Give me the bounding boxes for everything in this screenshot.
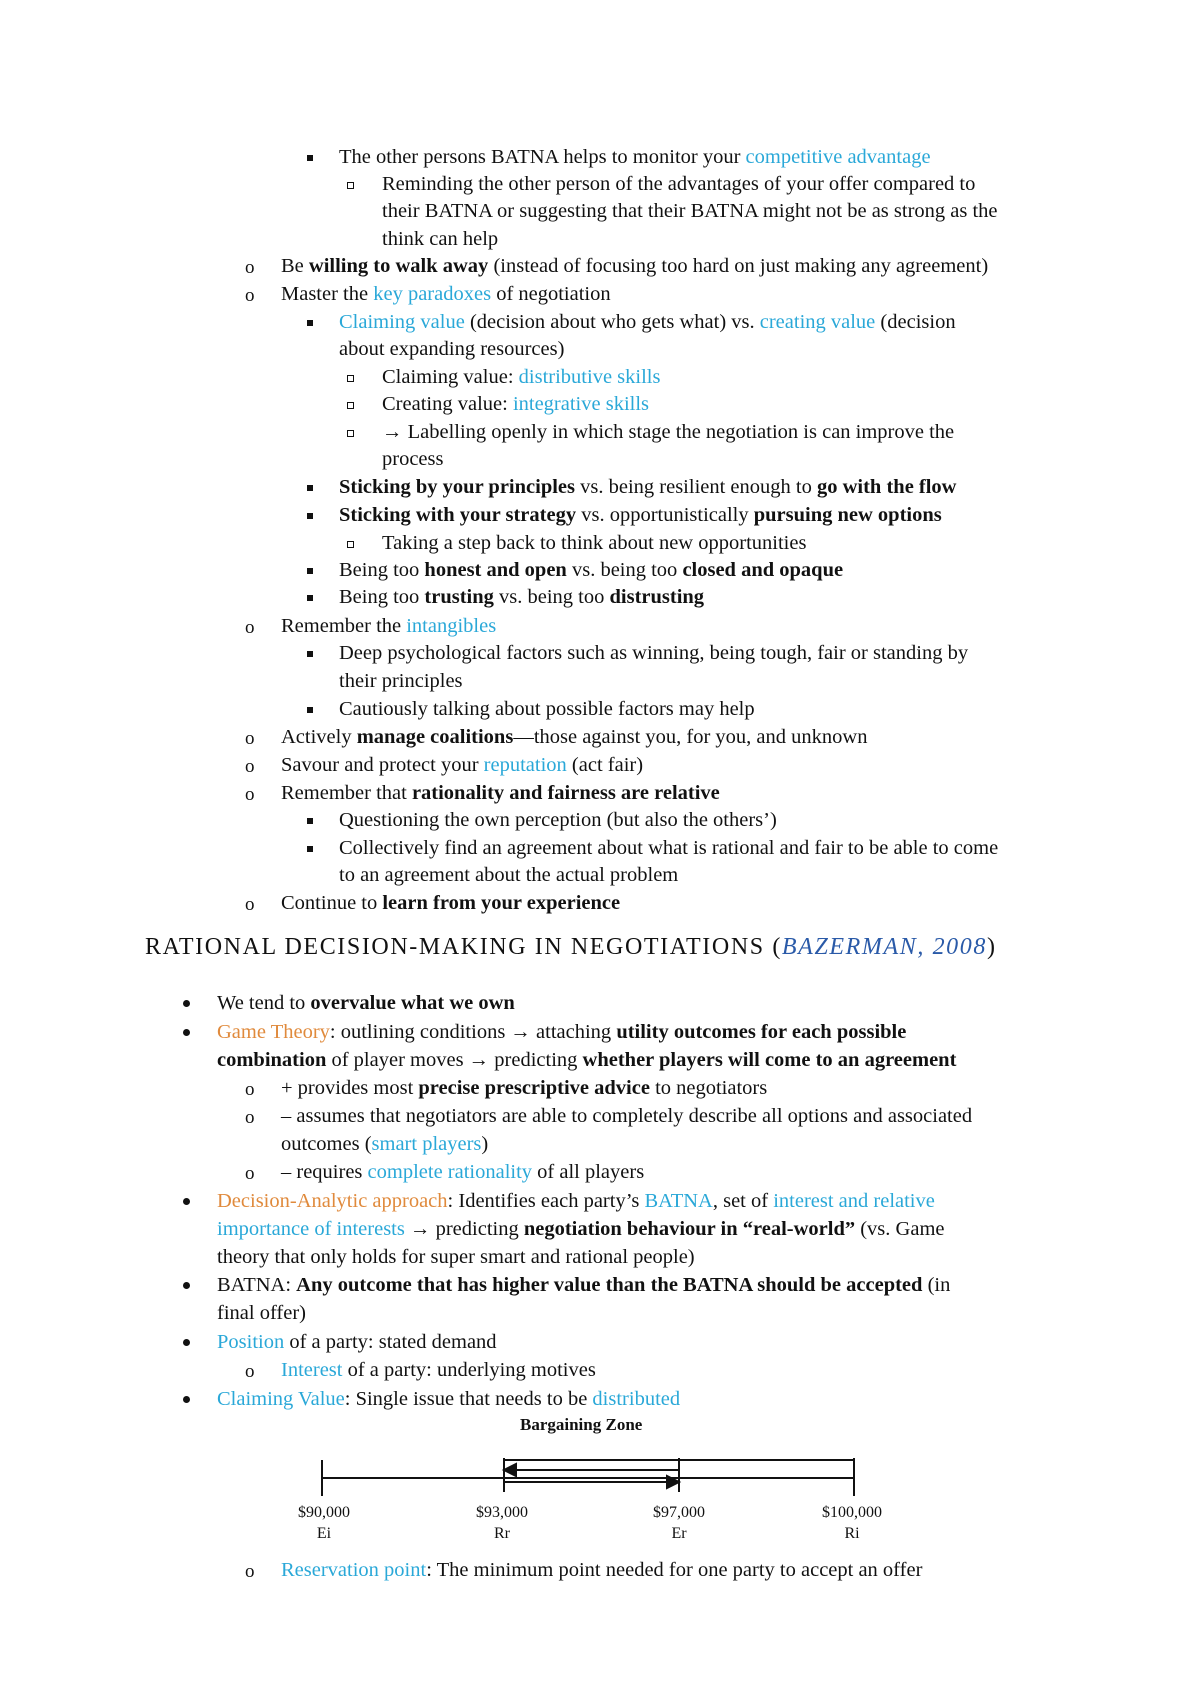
text: The other persons BATNA helps to monitor your: [339, 146, 746, 168]
circle-bullet-icon: o: [245, 257, 255, 278]
bold-text: precise prescriptive advice: [418, 1077, 650, 1099]
text: of a party: stated demand: [284, 1331, 497, 1353]
bullet-line-cont: theory that only holds for super smart and rational people): [217, 1246, 695, 1268]
bold-text: learn from your experience: [382, 892, 621, 914]
bullet-line-cont: about expanding resources): [339, 338, 565, 360]
circle-bullet-icon: o: [245, 728, 255, 749]
circle-bullet-icon: o: [245, 756, 255, 777]
text: vs. opportunistically: [576, 504, 754, 526]
text: Master the: [281, 283, 374, 305]
bullet-line-cont: to an agreement about the actual problem: [339, 864, 679, 886]
bold-text: go with the flow: [816, 476, 957, 498]
text: Creating value:: [382, 393, 513, 415]
key-term-orange: Game Theory: [217, 1021, 330, 1043]
bold-text: trusting: [424, 586, 494, 608]
bullet-line: → Labelling openly in which stage the negotiation is can improve the: [382, 421, 955, 443]
circle-bullet-icon: o: [245, 1079, 255, 1100]
text: —those against you, for you, and unknown: [513, 726, 868, 748]
key-term: key paradoxes: [373, 283, 492, 305]
text: vs. being too: [566, 559, 683, 581]
key-term: Claiming value: [339, 311, 465, 333]
circle-bullet-icon: o: [245, 784, 255, 805]
bullet-line: Deep psychological factors such as winning, being tough, fair or standing by: [339, 642, 969, 664]
text: – requires: [281, 1161, 368, 1183]
bullet-line: [281, 1557, 922, 1584]
bold-text: pursuing new options: [753, 504, 942, 526]
point-value-rr: $93,000: [476, 1504, 528, 1521]
text: : Identifies each party’s: [447, 1190, 645, 1212]
bullet-line: Collectively find an agreement about what is rational and fair to be able to come: [339, 837, 999, 859]
bold-text: Sticking with your strategy: [339, 504, 577, 526]
diagram-title: Bargaining Zone: [520, 1415, 643, 1434]
text: → predicting: [404, 1218, 524, 1240]
bold-text: combination: [217, 1049, 327, 1071]
key-term: distributive skills: [518, 366, 661, 388]
key-term: importance of interests: [217, 1218, 405, 1240]
text: : Single issue that needs to be: [344, 1388, 593, 1410]
key-term: Position: [217, 1331, 285, 1353]
key-term: competitive advantage: [745, 146, 931, 168]
bullet-line-cont: think can help: [382, 228, 499, 250]
bullet-line-cont: final offer): [217, 1302, 306, 1324]
key-term: distributed: [592, 1388, 681, 1410]
bullet-line: Reminding the other person of the advantages of your offer compared to: [382, 173, 976, 195]
text: to negotiators: [649, 1077, 768, 1099]
bold-text: willing to walk away: [308, 255, 489, 277]
point-code-er: Er: [671, 1525, 687, 1542]
circle-bullet-icon: o: [245, 617, 255, 638]
circle-bullet-icon: o: [245, 1107, 255, 1128]
key-term: intangibles: [406, 615, 497, 637]
key-term-orange: Decision-Analytic approach: [217, 1190, 448, 1212]
text: outcomes (: [281, 1133, 372, 1155]
bold-text: whether players will come to an agreement: [582, 1049, 957, 1071]
text: We tend to: [217, 992, 311, 1014]
bold-text: manage coalitions: [356, 726, 514, 748]
text: of a party: underlying motives: [342, 1359, 596, 1381]
bold-text: negotiation behaviour in “real-world”: [523, 1218, 856, 1240]
bold-text: Any outcome that has higher value than the BATNA should be accepted: [296, 1274, 923, 1296]
text: vs. being resilient enough to: [575, 476, 817, 498]
key-term: Claiming Value: [217, 1388, 345, 1410]
heading-citation: BAZERMAN, 2008: [781, 934, 987, 960]
key-term: integrative skills: [512, 393, 650, 415]
bullet-line-cont: process: [382, 448, 444, 470]
text: (instead of focusing too hard on just making any agreement): [488, 255, 989, 277]
point-value-ri: $100,000: [822, 1504, 882, 1521]
text: Savour and protect your: [281, 754, 484, 776]
bullet-line: Cautiously talking about possible factors may help: [339, 698, 755, 720]
circle-bullet-icon: o: [245, 285, 255, 306]
text: Continue to: [281, 892, 383, 914]
key-term: creating value: [759, 311, 876, 333]
key-term: BATNA: [644, 1190, 713, 1212]
text: : outlining conditions → attaching: [329, 1021, 617, 1043]
text: of player moves → predicting: [326, 1049, 583, 1071]
text: (decision about who gets what) vs.: [464, 311, 760, 333]
point-code-rr: Rr: [494, 1525, 510, 1542]
bold-text: honest and open: [424, 559, 567, 581]
text: : The minimum point needed for one party to accept an offer: [426, 1559, 923, 1581]
text: Remember the: [281, 615, 407, 637]
key-term: reputation: [483, 754, 567, 776]
text: Actively: [281, 726, 357, 748]
text: (in: [922, 1274, 951, 1296]
bold-text: closed and opaque: [682, 559, 844, 581]
text: , set of: [712, 1190, 774, 1212]
point-value-ei: $90,000: [298, 1504, 350, 1521]
text: Being too: [339, 559, 425, 581]
text: of all players: [532, 1161, 645, 1183]
key-term: Interest: [281, 1359, 343, 1381]
text: Being too: [339, 586, 425, 608]
bold-text: overvalue what we own: [310, 992, 515, 1014]
arrow-left-head: [504, 1464, 516, 1476]
key-term: smart players: [371, 1133, 482, 1155]
circle-bullet-icon: o: [245, 1361, 255, 1382]
text: (decision: [875, 311, 956, 333]
text: (vs. Game: [855, 1218, 945, 1240]
bold-text: utility outcomes for each possible: [616, 1021, 907, 1043]
text: Be: [281, 255, 309, 277]
text: + provides most: [281, 1077, 419, 1099]
bullet-line: Questioning the own perception (but also the others’): [339, 809, 777, 831]
circle-bullet-icon: o: [245, 1163, 255, 1184]
text: (act fair): [566, 754, 644, 776]
point-value-er: $97,000: [653, 1504, 705, 1521]
bullet-line: Taking a step back to think about new opportunities: [382, 532, 807, 554]
key-term: Reservation point: [281, 1559, 427, 1581]
bold-text: rationality and fairness are relative: [411, 782, 720, 804]
text: Claiming value:: [382, 366, 519, 388]
text: BATNA:: [217, 1274, 297, 1296]
text: vs. being too: [493, 586, 610, 608]
circle-bullet-icon: o: [245, 894, 255, 915]
point-code-ei: Ei: [316, 1525, 332, 1542]
heading-text: RATIONAL DECISION-MAKING IN NEGOTIATIONS (: [145, 934, 782, 960]
bullet-line: – assumes that negotiators are able to completely describe all options and associated: [281, 1105, 973, 1127]
bold-text: distrusting: [609, 586, 705, 608]
point-code-ri: Ri: [844, 1525, 860, 1542]
bullet-line-cont: their principles: [339, 670, 463, 692]
text: Remember that: [281, 782, 412, 804]
text: ): [481, 1133, 489, 1155]
bullet-line-cont: their BATNA or suggesting that their BATNA might not be as strong as the: [382, 200, 998, 222]
heading-text: ): [986, 934, 997, 960]
key-term: complete rationality: [367, 1161, 533, 1183]
circle-bullet-icon: o: [245, 1561, 255, 1582]
text: of negotiation: [491, 283, 611, 305]
key-term: interest and relative: [773, 1190, 935, 1212]
bold-text: Sticking by your principles: [339, 476, 575, 498]
